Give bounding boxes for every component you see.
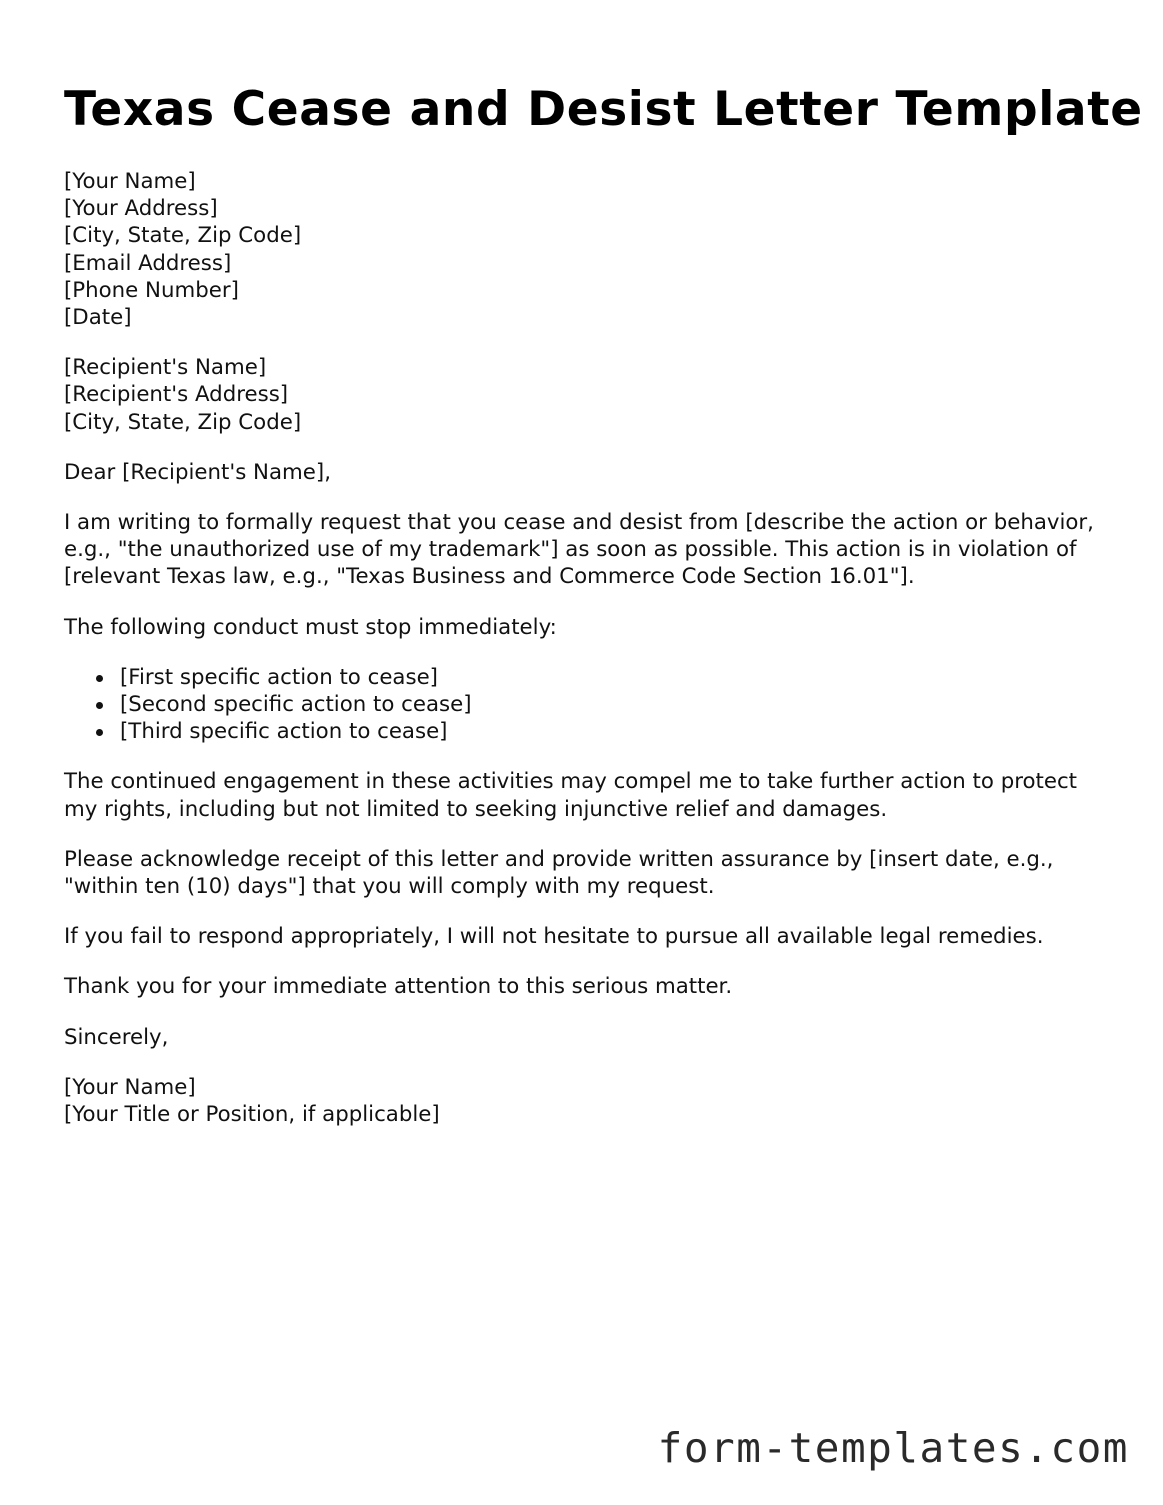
intro-paragraph: I am writing to formally request that you cease and desist from [describe the action or behavior, e.g., "the unauthorized use of my trademark"] as soon as possible. This action is in violation of [relevant Texas law, e.g., "Texas Business and Commerce Code Section 16.01"]. <box>64 510 1094 590</box>
list-item <box>120 691 1104 718</box>
sender-email: [Email Address] <box>64 250 232 276</box>
signature-title: [Your Title or Position, if applicable] <box>64 1102 440 1128</box>
thanks-paragraph: Thank you for your immediate attention to this serious matter. <box>64 974 733 1000</box>
list-item-text: [Third specific action to cease] <box>120 719 448 745</box>
bullet-icon <box>96 675 103 682</box>
consequence-paragraph: The continued engagement in these activities may compel me to take further action to protect my rights, including but not limited to seeking injunctive relief and damages. <box>64 769 1078 822</box>
recipient-name: [Recipient's Name] <box>64 355 267 381</box>
list-item-text: [Second specific action to cease] <box>120 692 472 718</box>
bullet-icon <box>96 729 103 736</box>
letter-body <box>64 168 1104 1151</box>
recipient-address: [Recipient's Address] <box>64 382 289 408</box>
sender-city-state-zip: [City, State, Zip Code] <box>64 223 302 249</box>
acknowledge-paragraph: Please acknowledge receipt of this letter and provide written assurance by [insert date, e.g., "within ten (10) days"] that you will comply with my request. <box>64 846 1054 900</box>
recipient-address-block <box>64 354 1104 436</box>
bullet-icon <box>96 702 103 709</box>
list-item-text: [First specific action to cease] <box>120 664 438 690</box>
sender-phone: [Phone Number] <box>64 277 239 303</box>
salutation: Dear [Recipient's Name], <box>64 459 331 485</box>
warning-paragraph: If you fail to respond appropriately, I will not hesitate to pursue all available legal remedies. <box>64 924 1044 950</box>
list-item <box>120 664 1104 691</box>
closing: Sincerely, <box>64 1024 169 1050</box>
sender-address-block <box>64 168 1104 331</box>
sender-name: [Your Name] <box>64 169 196 194</box>
conduct-list <box>64 664 1104 746</box>
recipient-city-state-zip: [City, State, Zip Code] <box>64 409 302 435</box>
document-title: Texas Cease and Desist Letter Template <box>64 82 1143 137</box>
signature-name: [Your Name] <box>64 1074 196 1100</box>
conduct-intro: The following conduct must stop immediately: <box>64 614 557 640</box>
signature-block <box>64 1074 1104 1128</box>
list-item <box>120 718 1104 745</box>
site-watermark: form-templates.com <box>657 1424 1129 1472</box>
letter-date: [Date] <box>64 305 132 331</box>
sender-address: [Your Address] <box>64 196 218 222</box>
